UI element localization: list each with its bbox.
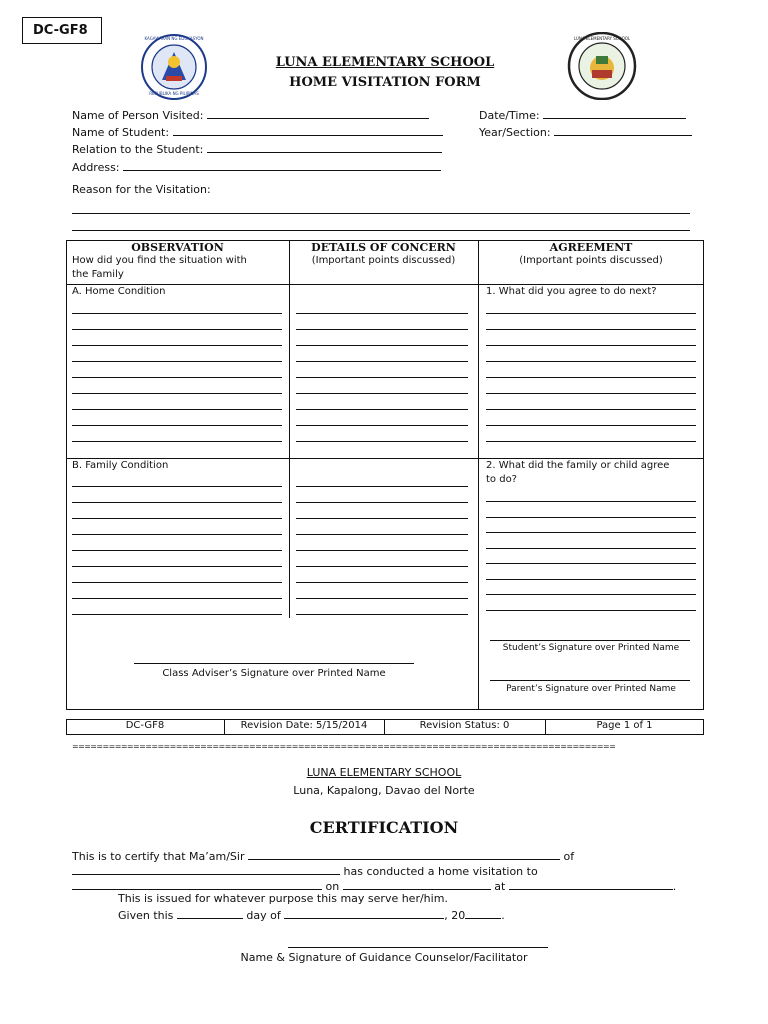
school-name: LUNA ELEMENTARY SCHOOL bbox=[275, 55, 495, 70]
address-label: Address: bbox=[72, 161, 120, 174]
counselor-signature-label: Name & Signature of Guidance Counselor/Facilitator bbox=[240, 951, 528, 964]
family-agreement-line[interactable] bbox=[486, 563, 696, 564]
home-details-line[interactable] bbox=[296, 345, 468, 346]
adviser-signature-label: Class Adviser’s Signature over Printed Name bbox=[162, 668, 386, 679]
form-code-box bbox=[22, 17, 102, 44]
col-observation-sub2: the Family bbox=[72, 269, 124, 280]
reason-line-2[interactable] bbox=[72, 230, 690, 231]
family-details-line[interactable] bbox=[296, 598, 468, 599]
parent-signature-line[interactable] bbox=[490, 680, 690, 681]
home-details-line[interactable] bbox=[296, 393, 468, 394]
family-condition-line[interactable] bbox=[72, 518, 282, 519]
deped-seal bbox=[136, 34, 212, 100]
cert-line-1 bbox=[72, 848, 574, 863]
reason-label: Reason for the Visitation: bbox=[72, 183, 211, 196]
question-2-label-a: 2. What did the family or child agree bbox=[486, 460, 670, 471]
question-2-label-b: to do? bbox=[486, 474, 517, 485]
table-header-bottom bbox=[66, 284, 704, 285]
cert-place-blank[interactable] bbox=[509, 878, 673, 890]
family-condition-line[interactable] bbox=[72, 486, 282, 487]
family-condition-line[interactable] bbox=[72, 502, 282, 503]
revision-date: Revision Date: 5/15/2014 bbox=[240, 720, 368, 731]
home-details-line[interactable] bbox=[296, 377, 468, 378]
student-name-label: Name of Student: bbox=[72, 126, 170, 139]
family-details-line[interactable] bbox=[296, 534, 468, 535]
adviser-signature-line[interactable] bbox=[134, 663, 414, 664]
agreement-next-line[interactable] bbox=[486, 377, 696, 378]
family-details-line[interactable] bbox=[296, 502, 468, 503]
home-condition-line[interactable] bbox=[72, 361, 282, 362]
cert-school-blank[interactable] bbox=[72, 863, 340, 875]
datetime-label: Date/Time: bbox=[479, 109, 540, 122]
col-observation-sub1: How did you find the situation with bbox=[72, 255, 247, 266]
home-details-line[interactable] bbox=[296, 441, 468, 442]
parent-signature-label: Parent’s Signature over Printed Name bbox=[506, 684, 676, 694]
section-b-label: B. Family Condition bbox=[72, 460, 169, 471]
cert-year-prefix: , 20 bbox=[444, 909, 466, 922]
cert-at-label: at bbox=[494, 880, 506, 893]
family-details-line[interactable] bbox=[296, 582, 468, 583]
cert-date-blank[interactable] bbox=[343, 878, 491, 890]
family-details-line[interactable] bbox=[296, 550, 468, 551]
home-details-line[interactable] bbox=[296, 313, 468, 314]
student-signature-line[interactable] bbox=[490, 640, 690, 641]
cert-on-label: on bbox=[325, 880, 340, 893]
agreement-next-line[interactable] bbox=[486, 409, 696, 410]
student-name-field[interactable] bbox=[72, 124, 443, 139]
person-visited-label: Name of Person Visited: bbox=[72, 109, 204, 122]
family-condition-line[interactable] bbox=[72, 614, 282, 615]
family-details-line[interactable] bbox=[296, 566, 468, 567]
table-divider-1 bbox=[289, 240, 290, 618]
family-condition-line[interactable] bbox=[72, 534, 282, 535]
family-details-line[interactable] bbox=[296, 486, 468, 487]
home-details-line[interactable] bbox=[296, 425, 468, 426]
family-condition-line[interactable] bbox=[72, 582, 282, 583]
family-condition-line[interactable] bbox=[72, 598, 282, 599]
section-a-label: A. Home Condition bbox=[72, 286, 166, 297]
agreement-next-line[interactable] bbox=[486, 441, 696, 442]
cert-line-3 bbox=[72, 878, 676, 893]
form-code: DC-GF8 bbox=[33, 23, 88, 38]
cert-line2-end: has conducted a home visitation to bbox=[343, 865, 538, 878]
cert-location: Luna, Kapalong, Davao del Norte bbox=[293, 784, 475, 797]
relation-label: Relation to the Student: bbox=[72, 143, 204, 156]
table-section-divider bbox=[66, 458, 704, 459]
family-agreement-line[interactable] bbox=[486, 517, 696, 518]
year-section-label: Year/Section: bbox=[479, 126, 551, 139]
question-1-label: 1. What did you agree to do next? bbox=[486, 286, 657, 297]
family-agreement-line[interactable] bbox=[486, 594, 696, 595]
cert-year-end: . bbox=[501, 909, 505, 922]
home-details-line[interactable] bbox=[296, 361, 468, 362]
home-condition-line[interactable] bbox=[72, 425, 282, 426]
agreement-next-line[interactable] bbox=[486, 345, 696, 346]
home-condition-line[interactable] bbox=[72, 441, 282, 442]
home-condition-line[interactable] bbox=[72, 377, 282, 378]
deped-seal-text: KAGAWARAN NG EDUKASYON bbox=[144, 36, 204, 41]
agreement-next-line[interactable] bbox=[486, 329, 696, 330]
col-details-sub: (Important points discussed) bbox=[311, 255, 456, 266]
family-agreement-line[interactable] bbox=[486, 548, 696, 549]
deped-seal-bottom: REPUBLIKA NG PILIPINAS bbox=[149, 91, 199, 96]
cert-title: CERTIFICATION bbox=[309, 818, 459, 837]
cert-visit-blank[interactable] bbox=[72, 878, 322, 890]
cert-year-blank[interactable] bbox=[465, 907, 501, 919]
agreement-next-line[interactable] bbox=[486, 361, 696, 362]
family-details-line[interactable] bbox=[296, 518, 468, 519]
family-condition-line[interactable] bbox=[72, 550, 282, 551]
col-details-header: DETAILS OF CONCERN bbox=[311, 241, 456, 254]
relation-field[interactable] bbox=[72, 141, 442, 156]
cert-line3-end: . bbox=[672, 880, 677, 893]
home-details-line[interactable] bbox=[296, 409, 468, 410]
family-condition-line[interactable] bbox=[72, 566, 282, 567]
cert-day-of-label: day of bbox=[246, 909, 281, 922]
cert-given-label: Given this bbox=[118, 909, 174, 922]
reason-line-1[interactable] bbox=[72, 213, 690, 214]
cert-line1-start: This is to certify that Ma’am/Sir bbox=[72, 850, 245, 863]
col-observation-header: OBSERVATION bbox=[131, 241, 224, 254]
year-section-field[interactable] bbox=[479, 124, 692, 139]
school-seal-text: LUNA ELEMENTARY SCHOOL bbox=[573, 36, 631, 41]
page-number: Page 1 of 1 bbox=[596, 720, 653, 731]
home-condition-line[interactable] bbox=[72, 329, 282, 330]
home-condition-line[interactable] bbox=[72, 345, 282, 346]
col-agreement-header: AGREEMENT bbox=[549, 241, 633, 254]
revision-status: Revision Status: 0 bbox=[419, 720, 510, 731]
agreement-next-line[interactable] bbox=[486, 393, 696, 394]
person-visited-field[interactable] bbox=[72, 107, 429, 122]
cert-given-line bbox=[118, 907, 505, 922]
address-field[interactable] bbox=[72, 159, 441, 174]
agreement-next-line[interactable] bbox=[486, 313, 696, 314]
school-seal bbox=[566, 32, 638, 100]
family-agreement-line[interactable] bbox=[486, 501, 696, 502]
home-details-line[interactable] bbox=[296, 329, 468, 330]
family-agreement-line[interactable] bbox=[486, 579, 696, 580]
cert-line-2 bbox=[72, 863, 538, 878]
revision-code: DC-GF8 bbox=[125, 720, 165, 731]
form-title: HOME VISITATION FORM bbox=[289, 75, 481, 90]
counselor-signature-line[interactable] bbox=[288, 947, 548, 948]
col-agreement-sub: (Important points discussed) bbox=[519, 255, 663, 266]
cert-name-blank[interactable] bbox=[248, 848, 560, 860]
home-condition-line[interactable] bbox=[72, 393, 282, 394]
cert-line1-end: of bbox=[563, 850, 575, 863]
cert-month-blank[interactable] bbox=[284, 907, 444, 919]
student-signature-label: Student’s Signature over Printed Name bbox=[502, 643, 680, 653]
cert-purpose: This is issued for whatever purpose this may serve her/him. bbox=[118, 892, 448, 905]
cert-day-blank[interactable] bbox=[177, 907, 243, 919]
agreement-next-line[interactable] bbox=[486, 425, 696, 426]
home-condition-line[interactable] bbox=[72, 313, 282, 314]
family-details-line[interactable] bbox=[296, 614, 468, 615]
table-divider-2 bbox=[478, 240, 479, 710]
cut-separator: ========================================================================================= bbox=[72, 742, 616, 751]
home-condition-line[interactable] bbox=[72, 409, 282, 410]
datetime-field[interactable] bbox=[479, 107, 686, 122]
cert-school: LUNA ELEMENTARY SCHOOL bbox=[306, 766, 462, 779]
family-agreement-line[interactable] bbox=[486, 532, 696, 533]
family-agreement-line[interactable] bbox=[486, 610, 696, 611]
